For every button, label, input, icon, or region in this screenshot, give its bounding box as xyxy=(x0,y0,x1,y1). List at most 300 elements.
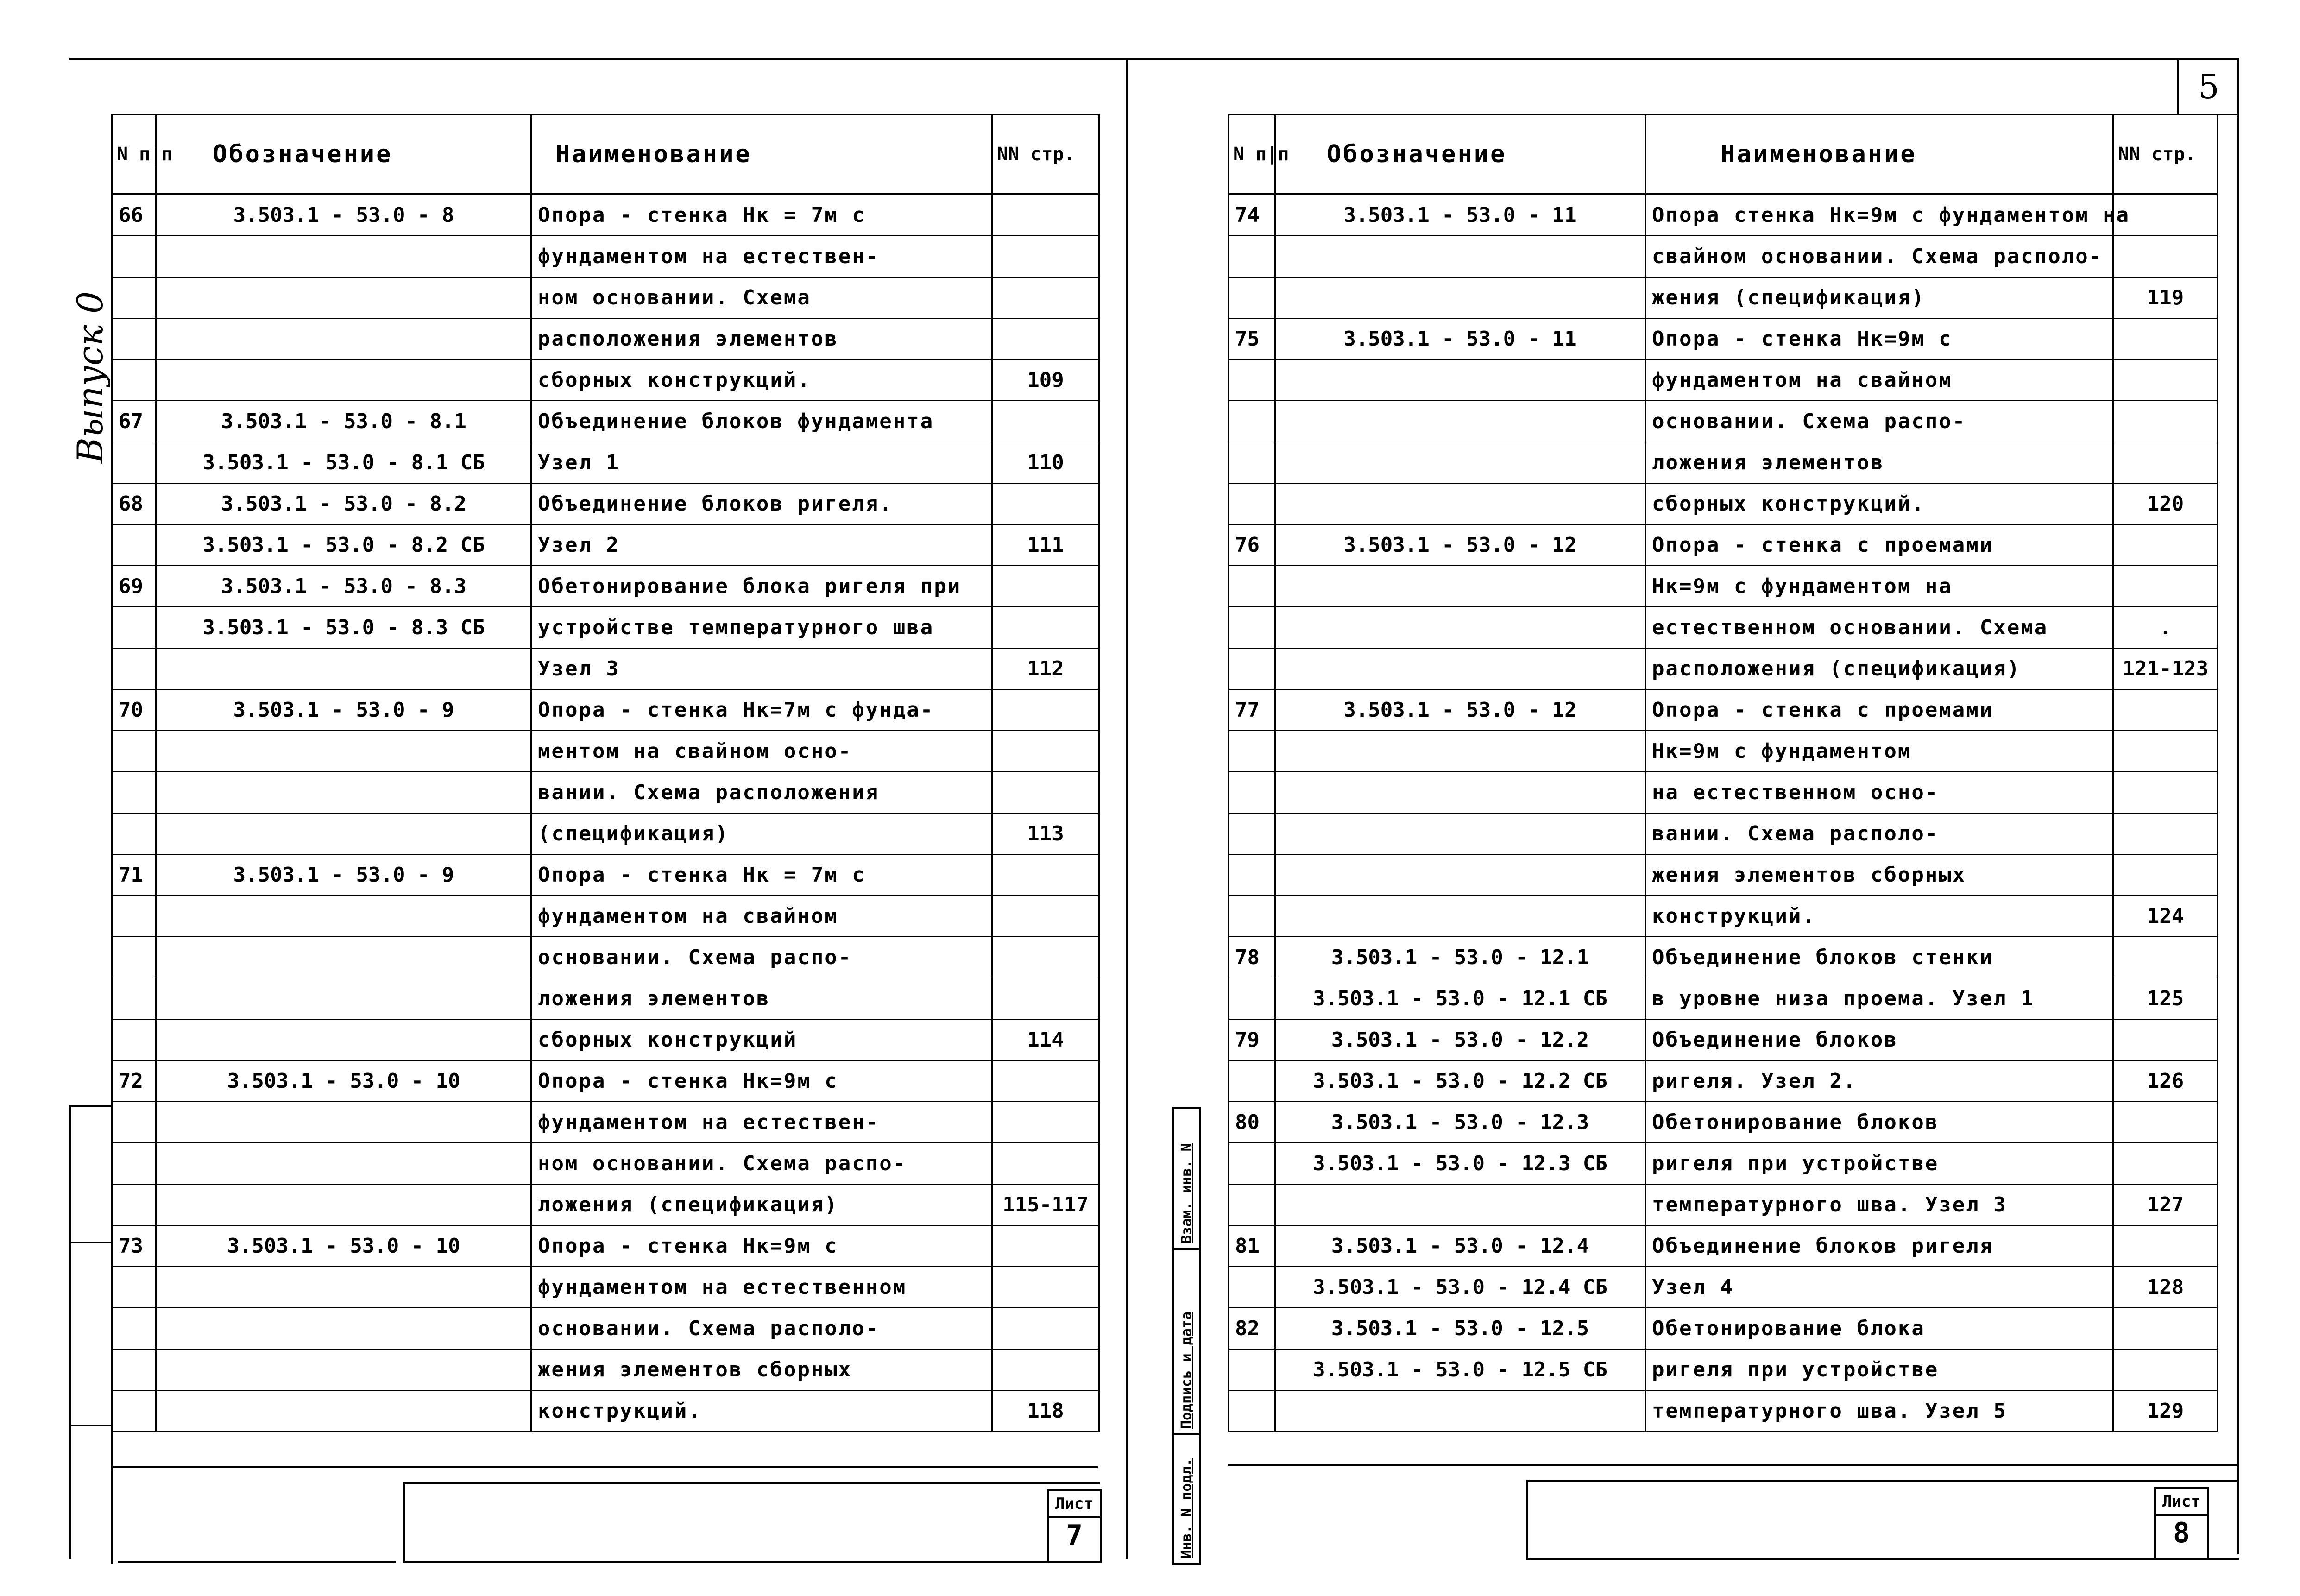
table-row xyxy=(112,689,1099,731)
table-row xyxy=(112,318,1099,360)
row-page xyxy=(2113,401,2218,442)
row-page xyxy=(2113,813,2218,854)
table-row xyxy=(112,277,1099,318)
row-number xyxy=(112,1184,156,1225)
row-page xyxy=(992,277,1099,318)
row-designation: 3.503.1 - 53.0 - 12.4 СБ xyxy=(1275,1267,1645,1308)
row-number xyxy=(1229,896,1275,937)
row-number xyxy=(1229,1184,1275,1225)
table-row xyxy=(1229,1143,2218,1184)
row-page xyxy=(992,236,1099,277)
table-row xyxy=(112,607,1099,648)
row-page xyxy=(2113,1143,2218,1184)
row-title: ложения элементов xyxy=(531,978,992,1019)
row-number xyxy=(112,813,156,854)
right-sheet-label: Лист xyxy=(2156,1489,2207,1516)
row-page xyxy=(2113,318,2218,360)
row-designation: 3.503.1 - 53.0 - 12.2 xyxy=(1275,1019,1645,1060)
row-number xyxy=(112,360,156,401)
row-title: Опора - стенка Нк=9м с xyxy=(531,1060,992,1102)
row-number xyxy=(1229,566,1275,607)
row-page: 127 xyxy=(2113,1184,2218,1225)
row-number xyxy=(1229,1060,1275,1102)
row-title: устройстве температурного шва xyxy=(531,607,992,648)
row-title: Узел 2 xyxy=(531,524,992,566)
row-page xyxy=(2113,1102,2218,1143)
row-page: 111 xyxy=(992,524,1099,566)
right-sheet-box xyxy=(2154,1487,2209,1560)
row-page: 129 xyxy=(2113,1390,2218,1432)
row-title: Опора - стенка Нк = 7м с xyxy=(531,194,992,236)
row-designation: 3.503.1 - 53.0 - 8.3 xyxy=(156,566,531,607)
table-row xyxy=(1229,566,2218,607)
row-title: сборных конструкций. xyxy=(1645,483,2113,524)
row-designation xyxy=(156,1019,531,1060)
row-designation xyxy=(156,1143,531,1184)
row-page xyxy=(2113,1019,2218,1060)
row-title: ложения (спецификация) xyxy=(531,1184,992,1225)
row-page xyxy=(2113,854,2218,896)
row-page: 115-117 xyxy=(992,1184,1099,1225)
row-title: в уровне низа проема. Узел 1 xyxy=(1645,978,2113,1019)
row-page xyxy=(2113,772,2218,813)
row-number xyxy=(1229,442,1275,483)
page-number: 5 xyxy=(2198,67,2219,106)
row-number: 79 xyxy=(1229,1019,1275,1060)
row-title: Опора - стенка Нк=9м с xyxy=(531,1225,992,1267)
row-title: Объединение блоков xyxy=(1645,1019,2113,1060)
row-page xyxy=(2113,731,2218,772)
row-page xyxy=(2113,442,2218,483)
table-row xyxy=(1229,937,2218,978)
row-number: 80 xyxy=(1229,1102,1275,1143)
row-designation xyxy=(1275,648,1645,689)
left-binding-tick-3 xyxy=(69,1425,111,1426)
row-page xyxy=(992,1225,1099,1267)
row-number: 71 xyxy=(112,854,156,896)
row-title: Узел 1 xyxy=(531,442,992,483)
table-row xyxy=(112,978,1099,1019)
row-number xyxy=(112,648,156,689)
stamp-label-inventory: Инв. N подл. xyxy=(1178,1458,1195,1558)
table-row xyxy=(112,236,1099,277)
row-title: фундаментом на естественном xyxy=(531,1267,992,1308)
row-designation xyxy=(156,1184,531,1225)
row-number xyxy=(1229,277,1275,318)
row-page: 119 xyxy=(2113,277,2218,318)
row-title: фундаментом на свайном xyxy=(531,896,992,937)
row-page: 110 xyxy=(992,442,1099,483)
row-designation xyxy=(156,731,531,772)
row-page xyxy=(2113,566,2218,607)
row-number xyxy=(112,442,156,483)
row-title: Узел 4 xyxy=(1645,1267,2113,1308)
row-page: 120 xyxy=(2113,483,2218,524)
table-row xyxy=(112,731,1099,772)
row-page xyxy=(992,896,1099,937)
row-title: Нк=9м с фундаментом на xyxy=(1645,566,2113,607)
row-designation: 3.503.1 - 53.0 - 8.1 xyxy=(156,401,531,442)
row-designation xyxy=(156,318,531,360)
header-num: N п|п xyxy=(112,114,156,194)
header-num: N п|п xyxy=(1229,114,1275,194)
table-row xyxy=(112,1349,1099,1390)
row-designation xyxy=(156,772,531,813)
row-designation: 3.503.1 - 53.0 - 12.4 xyxy=(1275,1225,1645,1267)
row-title: Обетонирование блоков xyxy=(1645,1102,2113,1143)
row-number: 66 xyxy=(112,194,156,236)
left-sheet-label: Лист xyxy=(1049,1491,1100,1518)
row-designation: 3.503.1 - 53.0 - 9 xyxy=(156,854,531,896)
stamp-cell-replacement xyxy=(1174,1109,1199,1250)
row-number xyxy=(1229,401,1275,442)
right-register-table xyxy=(1228,114,2218,1432)
row-designation: 3.503.1 - 53.0 - 12.1 СБ xyxy=(1275,978,1645,1019)
top-border-line xyxy=(69,58,2237,60)
left-binding-tick-1 xyxy=(69,1105,111,1107)
row-title: естественном основании. Схема xyxy=(1645,607,2113,648)
row-page xyxy=(992,1060,1099,1102)
header-name: Наименование xyxy=(531,114,992,194)
row-designation: 3.503.1 - 53.0 - 8.2 xyxy=(156,483,531,524)
stamp-label-signature: Подпись и дата xyxy=(1178,1312,1195,1429)
row-designation xyxy=(1275,896,1645,937)
row-page xyxy=(992,1143,1099,1184)
row-number xyxy=(1229,1143,1275,1184)
issue-note: Выпуск 0 xyxy=(69,291,111,463)
header-page: NN стр. xyxy=(992,114,1099,194)
row-page: 128 xyxy=(2113,1267,2218,1308)
row-designation: 3.503.1 - 53.0 - 11 xyxy=(1275,194,1645,236)
table-row xyxy=(1229,1102,2218,1143)
table-row xyxy=(112,854,1099,896)
table-row xyxy=(112,1184,1099,1225)
row-number: 74 xyxy=(1229,194,1275,236)
row-designation xyxy=(156,360,531,401)
left-binding-tick-2 xyxy=(69,1242,111,1243)
row-page: 112 xyxy=(992,648,1099,689)
right-title-block-top xyxy=(1228,1464,2237,1466)
row-number xyxy=(112,772,156,813)
row-number xyxy=(112,1267,156,1308)
row-title: конструкций. xyxy=(531,1390,992,1432)
row-page: 113 xyxy=(992,813,1099,854)
row-page xyxy=(2113,689,2218,731)
row-number: 68 xyxy=(112,483,156,524)
row-number xyxy=(1229,813,1275,854)
row-designation: 3.503.1 - 53.0 - 8.1 СБ xyxy=(156,442,531,483)
row-designation: 3.503.1 - 53.0 - 12.5 xyxy=(1275,1308,1645,1349)
row-designation: 3.503.1 - 53.0 - 10 xyxy=(156,1225,531,1267)
table-row xyxy=(112,442,1099,483)
table-row xyxy=(1229,607,2218,648)
table-row xyxy=(1229,318,2218,360)
row-title: Опора стенка Нк=9м с фундаментом на xyxy=(1645,194,2113,236)
right-table-body xyxy=(1229,194,2218,1432)
row-page: 125 xyxy=(2113,978,2218,1019)
row-title: расположения элементов xyxy=(531,318,992,360)
left-sheet-number: 7 xyxy=(1065,1519,1083,1552)
row-page xyxy=(2113,236,2218,277)
table-row xyxy=(1229,1349,2218,1390)
row-title: жения элементов сборных xyxy=(1645,854,2113,896)
row-title: Опора - стенка Нк=7м с фунда- xyxy=(531,689,992,731)
row-designation: 3.503.1 - 53.0 - 10 xyxy=(156,1060,531,1102)
row-designation xyxy=(1275,360,1645,401)
row-number xyxy=(112,1102,156,1143)
row-number: 75 xyxy=(1229,318,1275,360)
row-page: 126 xyxy=(2113,1060,2218,1102)
row-number xyxy=(112,1390,156,1432)
table-row xyxy=(112,1019,1099,1060)
row-number xyxy=(112,1019,156,1060)
row-title: сборных конструкций xyxy=(531,1019,992,1060)
table-row xyxy=(112,1102,1099,1143)
row-title: Объединение блоков ригеля xyxy=(1645,1225,2113,1267)
row-title: на естественном осно- xyxy=(1645,772,2113,813)
table-row xyxy=(1229,277,2218,318)
table-row xyxy=(112,194,1099,236)
table-row xyxy=(1229,731,2218,772)
row-title: ригеля при устройстве xyxy=(1645,1349,2113,1390)
table-row xyxy=(1229,689,2218,731)
row-title: Опора - стенка Нк = 7м с xyxy=(531,854,992,896)
row-designation xyxy=(1275,1184,1645,1225)
row-number xyxy=(112,607,156,648)
row-page xyxy=(992,854,1099,896)
row-title: фундаментом на естествен- xyxy=(531,236,992,277)
row-title: фундаментом на естествен- xyxy=(531,1102,992,1143)
row-designation xyxy=(1275,483,1645,524)
table-row xyxy=(1229,360,2218,401)
table-row xyxy=(112,1060,1099,1102)
row-page xyxy=(2113,1308,2218,1349)
row-page xyxy=(992,1308,1099,1349)
row-page xyxy=(2113,937,2218,978)
row-title: основании. Схема распо- xyxy=(531,937,992,978)
row-page: 121-123 xyxy=(2113,648,2218,689)
right-title-block xyxy=(1526,1480,2239,1560)
row-number xyxy=(1229,607,1275,648)
table-row xyxy=(1229,648,2218,689)
row-title: ригеля при устройстве xyxy=(1645,1143,2113,1184)
row-designation xyxy=(1275,236,1645,277)
table-row xyxy=(1229,401,2218,442)
row-title: фундаментом на свайном xyxy=(1645,360,2113,401)
row-designation xyxy=(1275,854,1645,896)
table-row xyxy=(112,524,1099,566)
row-designation xyxy=(1275,813,1645,854)
row-title: Узел 3 xyxy=(531,648,992,689)
row-number xyxy=(112,277,156,318)
row-designation xyxy=(156,1390,531,1432)
row-designation: 3.503.1 - 53.0 - 9 xyxy=(156,689,531,731)
row-title: свайном основании. Схема располо- xyxy=(1645,236,2113,277)
table-row xyxy=(1229,813,2218,854)
table-row xyxy=(112,648,1099,689)
row-designation: 3.503.1 - 53.0 - 12 xyxy=(1275,524,1645,566)
row-designation xyxy=(156,277,531,318)
row-page xyxy=(992,1267,1099,1308)
stamp-label-replacement: Взам. инв. N xyxy=(1178,1143,1195,1243)
row-number xyxy=(112,1349,156,1390)
row-number xyxy=(1229,731,1275,772)
row-number xyxy=(112,318,156,360)
row-number xyxy=(1229,483,1275,524)
row-number: 73 xyxy=(112,1225,156,1267)
table-row xyxy=(1229,1184,2218,1225)
row-number xyxy=(112,896,156,937)
row-designation: 3.503.1 - 53.0 - 12.1 xyxy=(1275,937,1645,978)
table-row xyxy=(1229,524,2218,566)
row-page: 124 xyxy=(2113,896,2218,937)
table-row xyxy=(1229,1308,2218,1349)
table-row xyxy=(1229,1267,2218,1308)
row-designation: 3.503.1 - 53.0 - 8.2 СБ xyxy=(156,524,531,566)
header-code: Обозначение xyxy=(1275,114,1645,194)
table-row xyxy=(1229,483,2218,524)
row-title: Обетонирование блока xyxy=(1645,1308,2113,1349)
left-table-body xyxy=(112,194,1099,1432)
row-title: расположения (спецификация) xyxy=(1645,648,2113,689)
table-row xyxy=(1229,1019,2218,1060)
row-title: основании. Схема располо- xyxy=(531,1308,992,1349)
table-row xyxy=(112,483,1099,524)
row-title: жения (спецификация) xyxy=(1645,277,2113,318)
row-page xyxy=(992,1349,1099,1390)
table-row xyxy=(112,566,1099,607)
row-page xyxy=(992,772,1099,813)
row-number: 77 xyxy=(1229,689,1275,731)
row-designation xyxy=(156,1349,531,1390)
left-title-block-top xyxy=(111,1466,1098,1468)
row-page xyxy=(992,978,1099,1019)
table-row xyxy=(112,1390,1099,1432)
row-page xyxy=(992,607,1099,648)
row-designation: 3.503.1 - 53.0 - 12 xyxy=(1275,689,1645,731)
row-designation xyxy=(156,1102,531,1143)
left-binding-line xyxy=(69,1105,71,1559)
table-row xyxy=(112,1308,1099,1349)
row-title: Объединение блоков ригеля. xyxy=(531,483,992,524)
row-number: 81 xyxy=(1229,1225,1275,1267)
left-register-table xyxy=(111,114,1100,1432)
table-row xyxy=(112,896,1099,937)
row-title: вании. Схема расположения xyxy=(531,772,992,813)
table-row xyxy=(1229,772,2218,813)
row-page xyxy=(992,731,1099,772)
row-title: основании. Схема распо- xyxy=(1645,401,2113,442)
row-page xyxy=(992,483,1099,524)
row-number xyxy=(1229,1267,1275,1308)
row-number xyxy=(1229,854,1275,896)
row-designation xyxy=(1275,277,1645,318)
row-page: 118 xyxy=(992,1390,1099,1432)
stamp-cell-inventory xyxy=(1174,1433,1199,1563)
row-designation xyxy=(1275,772,1645,813)
row-title: Опора - стенка Нк=9м с xyxy=(1645,318,2113,360)
header-page: NN стр. xyxy=(2113,114,2218,194)
row-page: 114 xyxy=(992,1019,1099,1060)
table-row xyxy=(112,1267,1099,1308)
row-designation xyxy=(1275,607,1645,648)
row-page xyxy=(992,194,1099,236)
row-number xyxy=(112,978,156,1019)
row-number xyxy=(1229,360,1275,401)
row-title: Нк=9м с фундаментом xyxy=(1645,731,2113,772)
row-title: Объединение блоков фундамента xyxy=(531,401,992,442)
table-row xyxy=(1229,1390,2218,1432)
table-row xyxy=(1229,896,2218,937)
row-designation xyxy=(1275,566,1645,607)
row-page xyxy=(2113,360,2218,401)
row-title: Опора - стенка с проемами xyxy=(1645,524,2113,566)
table-row xyxy=(112,937,1099,978)
table-row xyxy=(112,1143,1099,1184)
row-number xyxy=(1229,648,1275,689)
row-designation: 3.503.1 - 53.0 - 12.3 xyxy=(1275,1102,1645,1143)
row-page xyxy=(992,566,1099,607)
table-row xyxy=(1229,442,2218,483)
row-number: 78 xyxy=(1229,937,1275,978)
row-page xyxy=(992,401,1099,442)
row-title: жения элементов сборных xyxy=(531,1349,992,1390)
row-page xyxy=(992,937,1099,978)
row-designation xyxy=(156,648,531,689)
row-title: ригеля. Узел 2. xyxy=(1645,1060,2113,1102)
row-number xyxy=(1229,1390,1275,1432)
row-title: ментом на свайном осно- xyxy=(531,731,992,772)
row-designation xyxy=(1275,401,1645,442)
row-designation xyxy=(156,978,531,1019)
table-row xyxy=(112,1225,1099,1267)
approval-stamp xyxy=(1172,1107,1201,1565)
row-number: 70 xyxy=(112,689,156,731)
row-number xyxy=(112,1143,156,1184)
table-row xyxy=(1229,978,2218,1019)
row-designation: 3.503.1 - 53.0 - 11 xyxy=(1275,318,1645,360)
row-title: ложения элементов xyxy=(1645,442,2113,483)
row-designation xyxy=(156,1267,531,1308)
row-page: 109 xyxy=(992,360,1099,401)
row-number: 69 xyxy=(112,566,156,607)
row-title: температурного шва. Узел 3 xyxy=(1645,1184,2113,1225)
row-number xyxy=(1229,978,1275,1019)
row-designation xyxy=(1275,442,1645,483)
row-title: ном основании. Схема xyxy=(531,277,992,318)
row-title: Опора - стенка с проемами xyxy=(1645,689,2113,731)
stamp-cell-signature xyxy=(1174,1248,1199,1435)
row-designation: 3.503.1 - 53.0 - 8.3 СБ xyxy=(156,607,531,648)
right-sheet-number: 8 xyxy=(2173,1517,2190,1549)
center-divider xyxy=(1126,58,1128,1559)
left-sheet-box xyxy=(1047,1489,1102,1563)
row-designation: 3.503.1 - 53.0 - 12.2 СБ xyxy=(1275,1060,1645,1102)
row-title: сборных конструкций. xyxy=(531,360,992,401)
row-page xyxy=(992,689,1099,731)
row-designation xyxy=(1275,731,1645,772)
row-number xyxy=(1229,1349,1275,1390)
table-row xyxy=(1229,854,2218,896)
row-designation xyxy=(156,896,531,937)
table-row xyxy=(1229,1225,2218,1267)
row-designation: 3.503.1 - 53.0 - 12.5 СБ xyxy=(1275,1349,1645,1390)
row-number: 72 xyxy=(112,1060,156,1102)
left-title-block xyxy=(403,1482,1100,1563)
row-designation xyxy=(1275,1390,1645,1432)
table-row xyxy=(112,813,1099,854)
left-bottom-line xyxy=(118,1561,396,1563)
